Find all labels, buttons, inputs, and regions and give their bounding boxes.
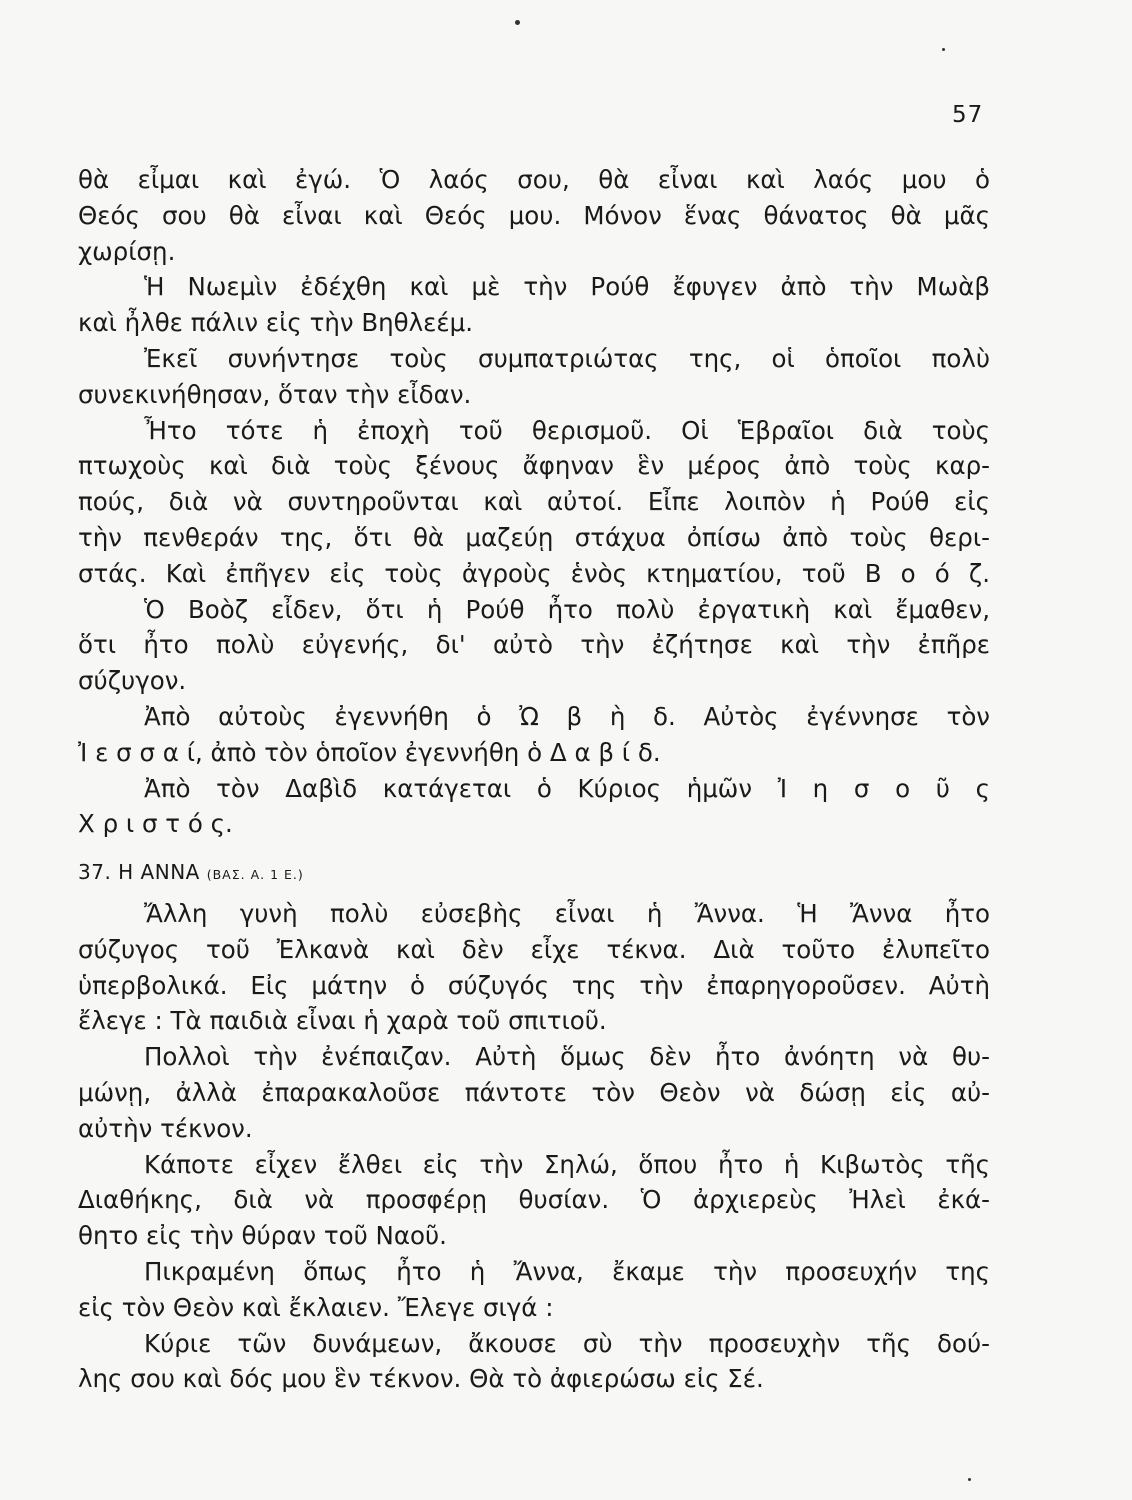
text-line: Ἦτο τότε ἡ ἐποχὴ τοῦ θερισμοῦ. Οἱ Ἑβραῖοι διὰ τοὺς xyxy=(144,415,990,445)
section-heading-reference: (ΒΑΣ. Α. 1 Ε.) xyxy=(206,867,304,882)
page-number: 57 xyxy=(952,102,984,128)
text-line: Ἰ ε σ σ α ί, ἀπὸ τὸν ὁποῖον ἐγεννήθη ὁ Δ α β ί δ. xyxy=(78,737,661,767)
text-line: λης σου καὶ δός μου ἓν τέκνον. Θὰ τὸ ἀφιερώσω εἰς Σέ. xyxy=(78,1364,764,1394)
section-heading xyxy=(78,860,304,884)
text-line: Πικραμένη ὅπως ἦτο ἡ Ἄννα, ἔκαμε τὴν προσευχήν της xyxy=(144,1256,990,1286)
text-line: θητο εἰς τὴν θύραν τοῦ Ναοῦ. xyxy=(78,1221,447,1251)
print-speck xyxy=(942,48,945,51)
text-line: χωρίσῃ. xyxy=(78,236,176,266)
text-line: Ἀπὸ αὐτοὺς ἐγεννήθη ὁ Ὠ β ὴ δ. Αὐτὸς ἐγέννησε τὸν xyxy=(144,701,990,731)
text-line: Χ ρ ι σ τ ό ς. xyxy=(78,809,233,839)
text-line: Κάποτε εἶχεν ἔλθει εἰς τὴν Σηλώ, ὅπου ἦτο ἡ Κιβωτὸς τῆς xyxy=(144,1149,990,1179)
text-line: ἔλεγε : Τὰ παιδιὰ εἶναι ἡ χαρὰ τοῦ σπιτιοῦ. xyxy=(78,1006,607,1036)
text-line: σύζυγον. xyxy=(78,666,187,696)
text-line: Διαθήκης, διὰ νὰ προσφέρῃ θυσίαν. Ὁ ἀρχιερεὺς Ἠλεὶ ἐκά- xyxy=(78,1185,990,1215)
text-line: Ἐκεῖ συνήντησε τοὺς συμπατριώτας της, οἱ ὁποῖοι πολὺ xyxy=(144,343,990,373)
text-line: Ὁ Βοὸζ εἶδεν, ὅτι ἡ Ρούθ ἦτο πολὺ ἐργατικὴ καὶ ἔμαθεν, xyxy=(144,594,990,624)
text-line: Ἡ Νωεμὶν ἐδέχθη καὶ μὲ τὴν Ρούθ ἔφυγεν ἀπὸ τὴν Μωὰβ xyxy=(144,272,990,302)
text-line: Κύριε τῶν δυνάμεων, ἄκουσε σὺ τὴν προσευχὴν τῆς δού- xyxy=(144,1328,990,1358)
text-line: Ἀπὸ τὸν Δαβὶδ κατάγεται ὁ Κύριος ἡμῶν Ἰ η σ ο ῦ ς xyxy=(144,773,990,803)
text-line: συνεκινήθησαν, ὅταν τὴν εἶδαν. xyxy=(78,379,472,409)
text-line: θὰ εἶμαι καὶ ἐγώ. Ὁ λαός σου, θὰ εἶναι καὶ λαός μου ὁ xyxy=(78,165,990,194)
text-line: αὐτὴν τέκνον. xyxy=(78,1113,253,1143)
text-line: ὅτι ἦτο πολὺ εὐγενής, δι' αὐτὸ τὴν ἐζήτησε καὶ τὴν ἐπῆρε xyxy=(78,630,990,660)
print-speck xyxy=(515,20,520,25)
text-line: στάς. Καὶ ἐπῆγεν εἰς τοὺς ἀγροὺς ἑνὸς κτηματίου, τοῦ Β ο ό ζ. xyxy=(78,558,990,588)
text-line: Θεός σου θὰ εἶναι καὶ Θεός μου. Μόνον ἕνας θάνατος θὰ μᾶς xyxy=(78,200,990,230)
section-heading-title: 37. Η ΑΝΝΑ xyxy=(78,860,200,884)
text-line: εἰς τὸν Θεὸν καὶ ἔκλαιεν. Ἔλεγε σιγά : xyxy=(78,1292,554,1322)
text-line: Πολλοὶ τὴν ἐνέπαιζαν. Αὐτὴ ὅμως δὲν ἦτο ἀνόητη νὰ θυ- xyxy=(144,1042,990,1072)
print-speck xyxy=(968,1478,971,1481)
text-line: σύζυγος τοῦ Ἐλκανὰ καὶ δὲν εἶχε τέκνα. Διὰ τοῦτο ἐλυπεῖτο xyxy=(78,934,990,964)
text-line: καὶ ἦλθε πάλιν εἰς τὴν Βηθλεέμ. xyxy=(78,308,474,338)
text-line: τὴν πενθεράν της, ὅτι θὰ μαζεύῃ στάχυα ὀπίσω ἀπὸ τοὺς θερι- xyxy=(78,522,990,552)
text-line: πούς, διὰ νὰ συντηροῦνται καὶ αὐτοί. Εἶπε λοιπὸν ἡ Ρούθ εἰς xyxy=(78,487,990,517)
section-2-text xyxy=(78,896,990,1397)
text-line: Ἄλλη γυνὴ πολὺ εὐσεβὴς εἶναι ἡ Ἄννα. Ἡ Ἄννα ἦτο xyxy=(144,899,990,928)
text-line: μώνῃ, ἀλλὰ ἐπαρακαλοῦσε πάντοτε τὸν Θεὸν νὰ δώσῃ εἰς αὐ- xyxy=(78,1077,990,1107)
section-1-text xyxy=(78,162,990,842)
text-line: πτωχοὺς καὶ διὰ τοὺς ξένους ἄφηναν ἓν μέρος ἀπὸ τοὺς καρ- xyxy=(78,451,990,481)
text-line: ὑπερβολικά. Εἰς μάτην ὁ σύζυγός της τὴν ἐπαρηγοροῦσεν. Αὐτὴ xyxy=(78,970,990,1000)
